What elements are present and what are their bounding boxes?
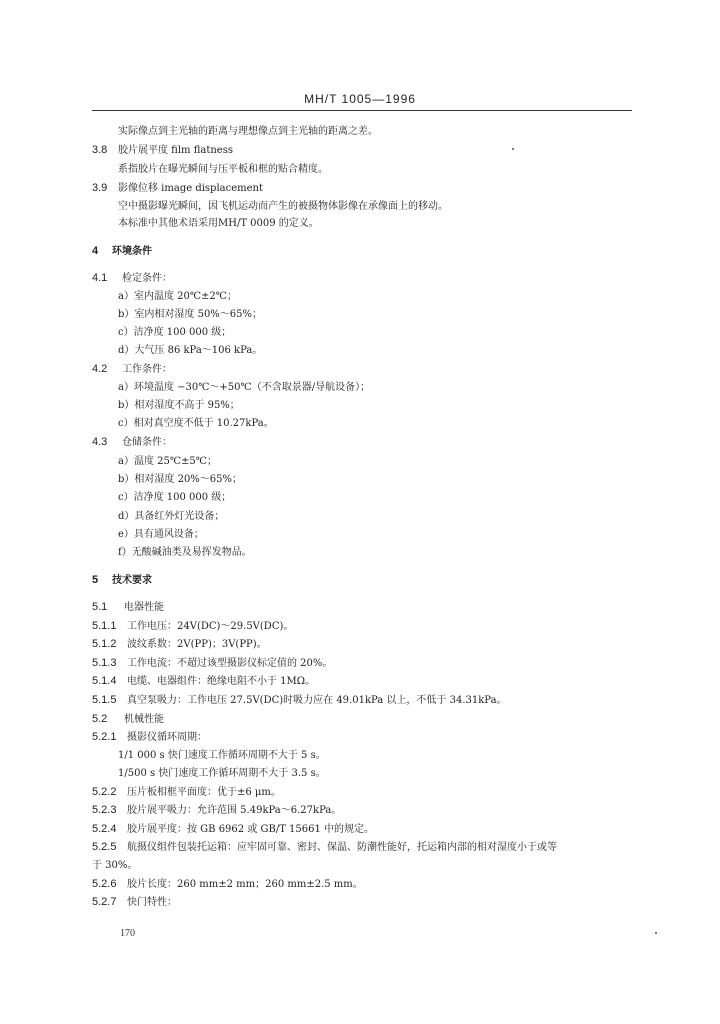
- clause-5-2-3: 5.2.3 胶片展平吸力：允许范围 5.49kPa～6.27kPa。: [92, 804, 342, 816]
- clause-5-2: 5.2 机械性能: [92, 713, 164, 725]
- clause-5-2-6: 5.2.6 胶片长度：260 mm±2 mm；260 mm±2.5 mm。: [92, 878, 363, 890]
- clause-5-1-3: 5.1.3 工作电流：不超过该型摄影仪标定值的 20%。: [92, 657, 333, 669]
- list-item: a）环境温度 −30℃～+50℃（不含取景器/导航设备）；: [118, 382, 371, 393]
- text-line: 系指胶片在曝光瞬间与压平板和框的贴合精度。: [118, 164, 328, 175]
- page-number: 170: [120, 928, 135, 939]
- list-item: c）洁净度 100 000 级；: [118, 492, 232, 503]
- section-5-heading: 5 技术要求: [92, 574, 152, 586]
- text-line: 本标准中其他术语采用MH/T 0009 的定义。: [118, 218, 319, 229]
- text-line: 空中摄影曝光瞬间，因飞机运动而产生的被摄物体影像在承像面上的移动。: [118, 201, 448, 212]
- clause-3-8: 3.8 胶片展平度 film flatness: [92, 144, 233, 156]
- scan-speck: [655, 932, 657, 934]
- text-line: 1/500 s 快门速度工作循环周期不大于 3.5 s。: [118, 768, 326, 779]
- list-item: a）温度 25℃±5℃；: [118, 456, 217, 467]
- list-item: b）室内相对湿度 50%～65%；: [118, 309, 263, 320]
- clause-5-1-4: 5.1.4 电缆、电器组件：绝缘电阻不小于 1MΩ。: [92, 675, 316, 687]
- text-line: 实际像点到主光轴的距离与理想像点到主光轴的距离之差。: [118, 126, 378, 137]
- clause-4-2: 4.2 工作条件：: [92, 363, 172, 375]
- clause-4-1: 4.1 检定条件：: [92, 272, 172, 284]
- header-rule: [92, 110, 632, 111]
- clause-3-9: 3.9 影像位移 image displacement: [92, 182, 263, 194]
- list-item: c）相对真空度不低于 10.27kPa。: [118, 418, 274, 429]
- clause-5-2-2: 5.2.2 压片板相框平面度：优于±6 μm。: [92, 786, 281, 798]
- clause-5-1: 5.1 电器性能: [92, 601, 164, 613]
- list-item: d）大气压 86 kPa～106 kPa。: [118, 345, 263, 356]
- clause-4-3: 4.3 仓储条件：: [92, 436, 172, 448]
- list-item: f）无酸碱油类及易挥发物品。: [118, 547, 252, 558]
- list-item: d）具备红外灯光设备；: [118, 511, 225, 522]
- clause-5-2-1: 5.2.1 摄影仪循环周期：: [92, 731, 207, 743]
- text-line: 于 30%。: [92, 860, 138, 871]
- text-line: 1/1 000 s 快门速度工作循环周期不大于 5 s。: [118, 750, 326, 761]
- clause-5-2-4: 5.2.4 胶片展平度：按 GB 6962 或 GB/T 15661 中的规定。: [92, 823, 375, 835]
- list-item: c）洁净度 100 000 级；: [118, 327, 232, 338]
- clause-5-2-5: 5.2.5 航摄仪组件包装托运箱：应牢固可靠、密封、保温、防潮性能好，托运箱内部的相对湿度小于或等: [92, 841, 557, 853]
- section-4-heading: 4 环境条件: [92, 245, 152, 257]
- list-item: a）室内温度 20℃±2℃；: [118, 291, 237, 302]
- standard-header: MH/T 1005—1996: [304, 92, 416, 106]
- clause-5-1-1: 5.1.1 工作电压：24V(DC)～29.5V(DC)。: [92, 620, 294, 632]
- clause-5-2-7: 5.2.7 快门特性：: [92, 896, 177, 908]
- list-item: b）相对湿度不高于 95%；: [118, 400, 240, 411]
- clause-5-1-5: 5.1.5 真空泵吸力：工作电压 27.5V(DC)时吸力应在 49.01kPa 以上，不低于 34.31kPa。: [92, 694, 507, 706]
- scan-speck: [512, 148, 514, 150]
- list-item: b）相对湿度 20%～65%；: [118, 474, 243, 485]
- list-item: e）具有通风设备；: [118, 529, 204, 540]
- clause-5-1-2: 5.1.2 波纹系数：2V(PP)；3V(PP)。: [92, 638, 267, 650]
